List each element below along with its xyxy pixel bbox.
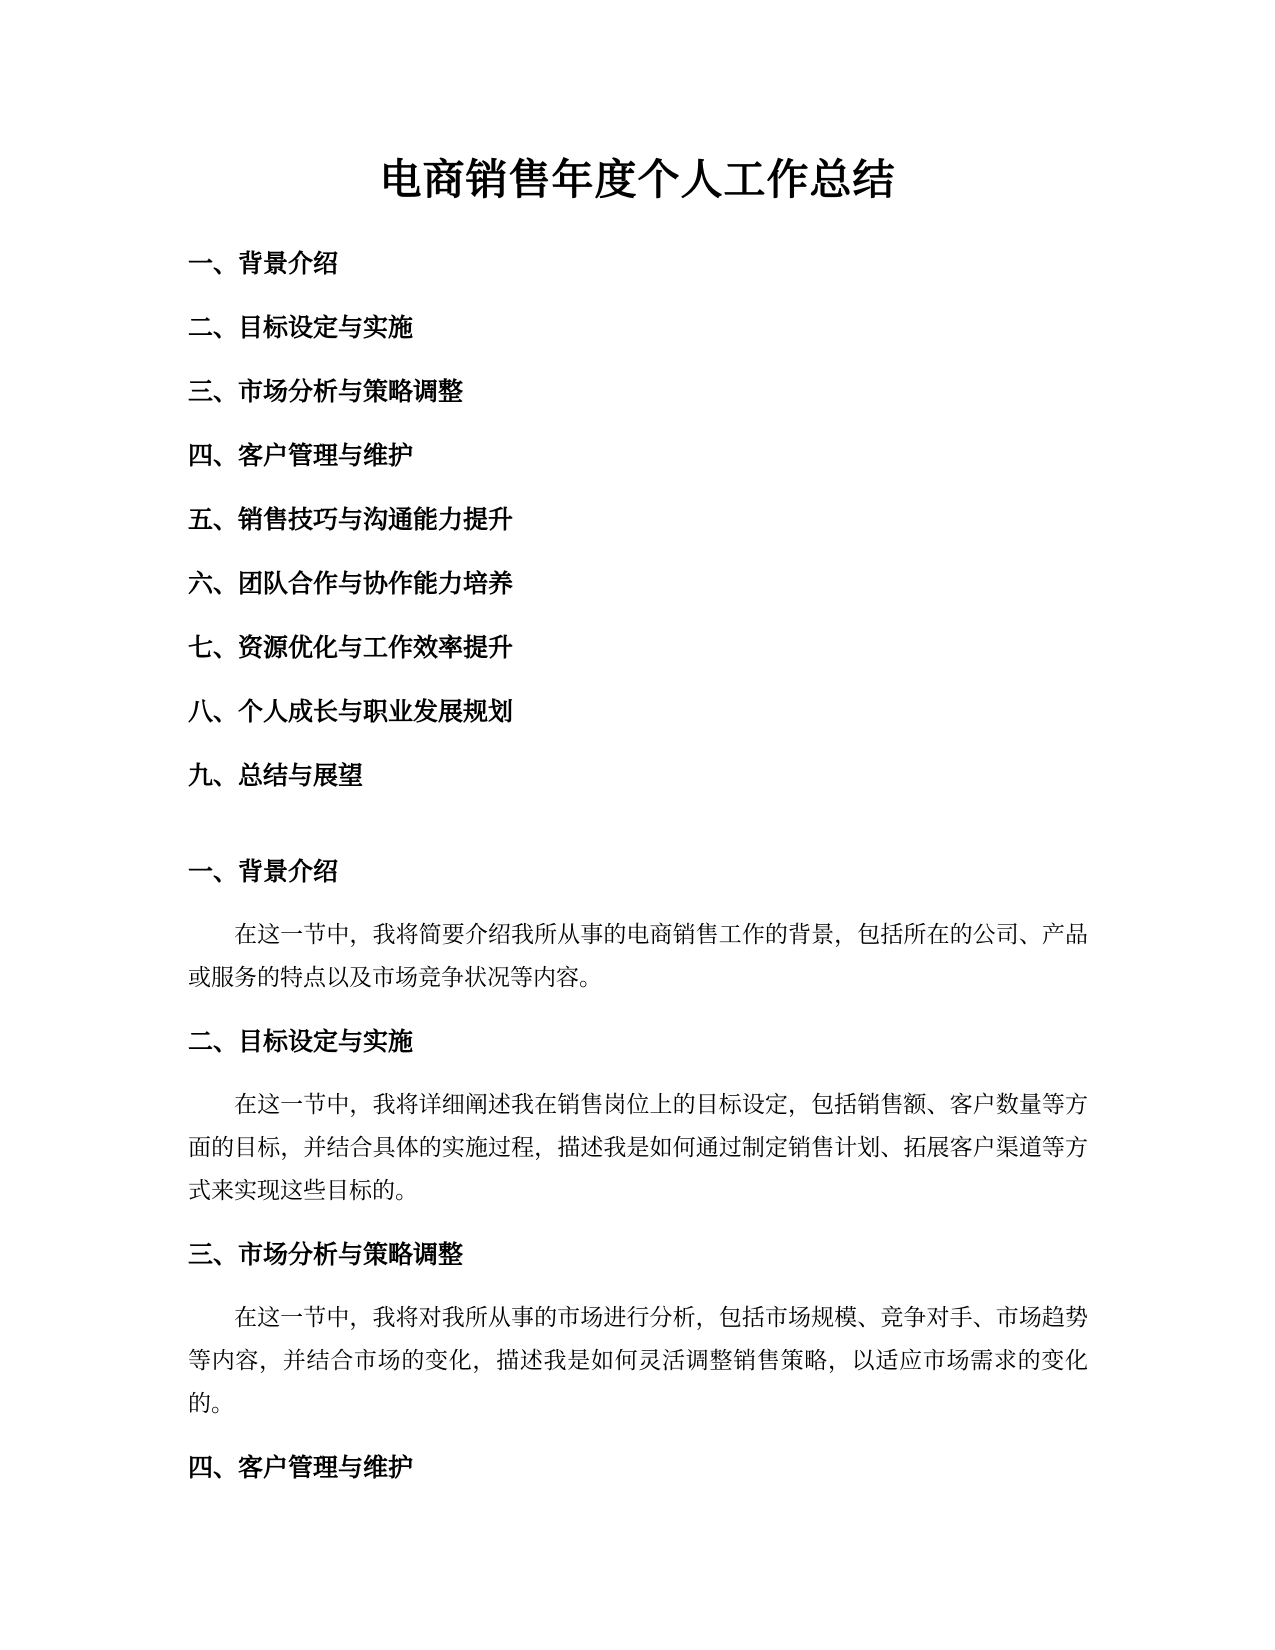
toc-item: 八、个人成长与职业发展规划 [188,697,514,726]
toc-item: 五、销售技巧与沟通能力提升 [188,505,514,534]
toc-item: 九、总结与展望 [188,761,364,790]
toc-item: 七、资源优化与工作效率提升 [188,633,514,662]
toc-item: 三、市场分析与策略调整 [188,377,464,406]
toc-item: 六、团队合作与协作能力培养 [188,569,514,598]
section-heading-goals: 二、目标设定与实施 [188,1027,414,1056]
section-heading-market: 三、市场分析与策略调整 [188,1240,464,1269]
section-paragraph-background: 在这一节中，我将简要介绍我所从事的电商销售工作的背景，包括所在的公司、产品或服务的特点以及市场竞争状况等内容。 [188,922,1088,991]
document-title: 电商销售年度个人工作总结 [379,155,896,204]
table-of-contents [188,244,1088,820]
section-paragraph-market: 在这一节中，我将对我所从事的市场进行分析，包括市场规模、竞争对手、市场趋势等内容，并结合市场的变化，描述我是如何灵活调整销售策略，以适应市场需求的变化的。 [188,1305,1088,1417]
section-heading-background: 一、背景介绍 [188,857,339,886]
toc-item: 二、目标设定与实施 [188,313,414,342]
section-paragraph-goals: 在这一节中，我将详细阐述我在销售岗位上的目标设定，包括销售额、客户数量等方面的目标，并结合具体的实施过程，描述我是如何通过制定销售计划、拓展客户渠道等方式来实现这些目标的。 [188,1092,1088,1204]
section-heading-customer: 四、客户管理与维护 [188,1453,414,1482]
toc-item: 四、客户管理与维护 [188,441,414,470]
document-body [188,852,1088,1510]
toc-item: 一、背景介绍 [188,249,339,278]
